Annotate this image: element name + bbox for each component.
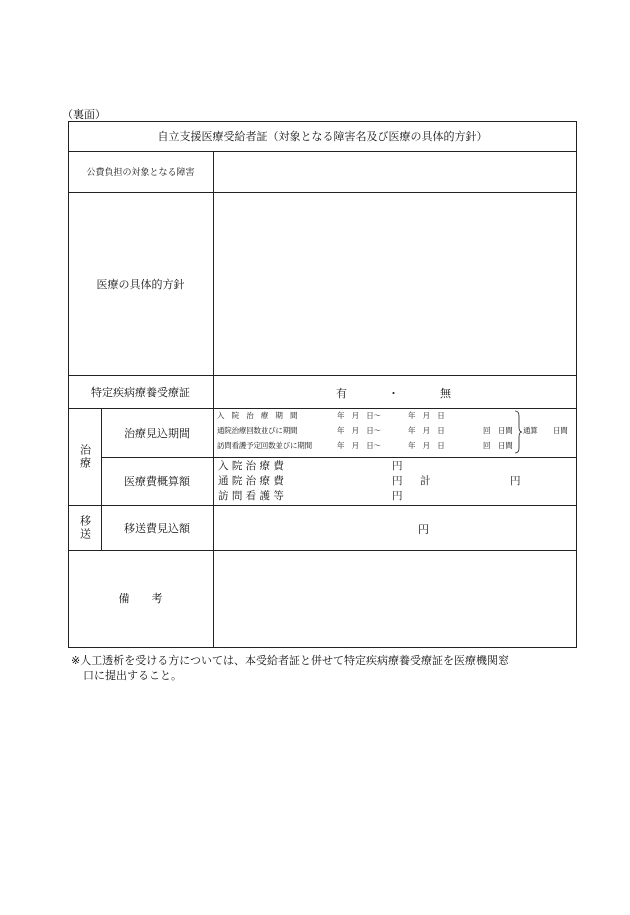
cost-visit-label: 訪 問 看 護 等 — [218, 490, 284, 502]
period-total-days[interactable]: 日間 — [553, 426, 568, 435]
brace-icon — [514, 410, 522, 454]
footnote-line2: 口に提出すること。 — [83, 669, 182, 682]
form-title: 自立支援医療受給者証（対象となる障害名及び医療の具体的方針） — [157, 130, 488, 143]
period-label: 治療見込期間 — [124, 426, 190, 440]
cost-lines — [218, 458, 574, 504]
specified-yes[interactable]: 有 — [336, 387, 347, 400]
transport-unit[interactable]: 円 — [418, 523, 429, 536]
cost-visit-unit[interactable]: 円 — [392, 490, 403, 502]
period-lines — [217, 410, 575, 456]
footnote-line1: ※人工透析を受ける方については、本受給者証と併せて特定疾病療養受療証を医療機関窓 — [71, 654, 509, 667]
period-total-label: 通算 — [523, 426, 538, 435]
period-visit-days[interactable]: 日間 — [498, 441, 513, 450]
disability-label: 公費負担の対象となる障害 — [86, 168, 195, 178]
treatment-group-label: 治療 — [78, 443, 92, 470]
cost-outpatient-label: 通 院 治 療 費 — [218, 475, 284, 487]
period-outpatient-days[interactable]: 日間 — [498, 426, 513, 435]
disability-field[interactable] — [214, 152, 576, 192]
period-inpatient-label: 入 院 治 療 期 間 — [217, 411, 298, 420]
side-label: （裏面） — [62, 108, 106, 121]
period-outpatient-to[interactable]: 年 月 日 — [408, 426, 445, 435]
period-inpatient-to[interactable]: 年 月 日 — [408, 411, 445, 420]
period-visit-to[interactable]: 年 月 日 — [408, 441, 445, 450]
remarks-label: 備 考 — [118, 592, 163, 605]
policy-field[interactable] — [214, 193, 576, 375]
period-inpatient-from[interactable]: 年 月 日～ — [337, 411, 381, 420]
policy-label: 医療の具体的方針 — [96, 277, 185, 291]
cost-inpatient-unit[interactable]: 円 — [392, 460, 403, 472]
cost-label: 医療費概算額 — [124, 475, 190, 488]
specified-label: 特定疾病療養受療証 — [91, 385, 190, 399]
certificate-form — [68, 121, 577, 648]
period-visit-label: 訪問看護予定回数並びに期間 — [217, 441, 312, 450]
period-outpatient-times[interactable]: 回 — [483, 426, 491, 435]
cost-outpatient-unit[interactable]: 円 — [392, 475, 403, 487]
transport-label: 移送費見込額 — [124, 521, 190, 535]
period-outpatient-from[interactable]: 年 月 日～ — [337, 426, 381, 435]
specified-no[interactable]: 無 — [440, 387, 451, 400]
cost-total-label: 計 — [420, 475, 431, 487]
period-visit-times[interactable]: 回 — [483, 441, 491, 450]
remarks-field[interactable] — [214, 551, 576, 646]
period-visit-from[interactable]: 年 月 日～ — [337, 441, 381, 450]
period-outpatient-label: 通院治療回数並びに期間 — [217, 426, 298, 435]
specified-dot: ・ — [388, 387, 399, 400]
cost-inpatient-label: 入 院 治 療 費 — [218, 460, 284, 472]
cost-total-unit[interactable]: 円 — [510, 475, 521, 487]
transport-group-label: 移送 — [78, 514, 92, 541]
